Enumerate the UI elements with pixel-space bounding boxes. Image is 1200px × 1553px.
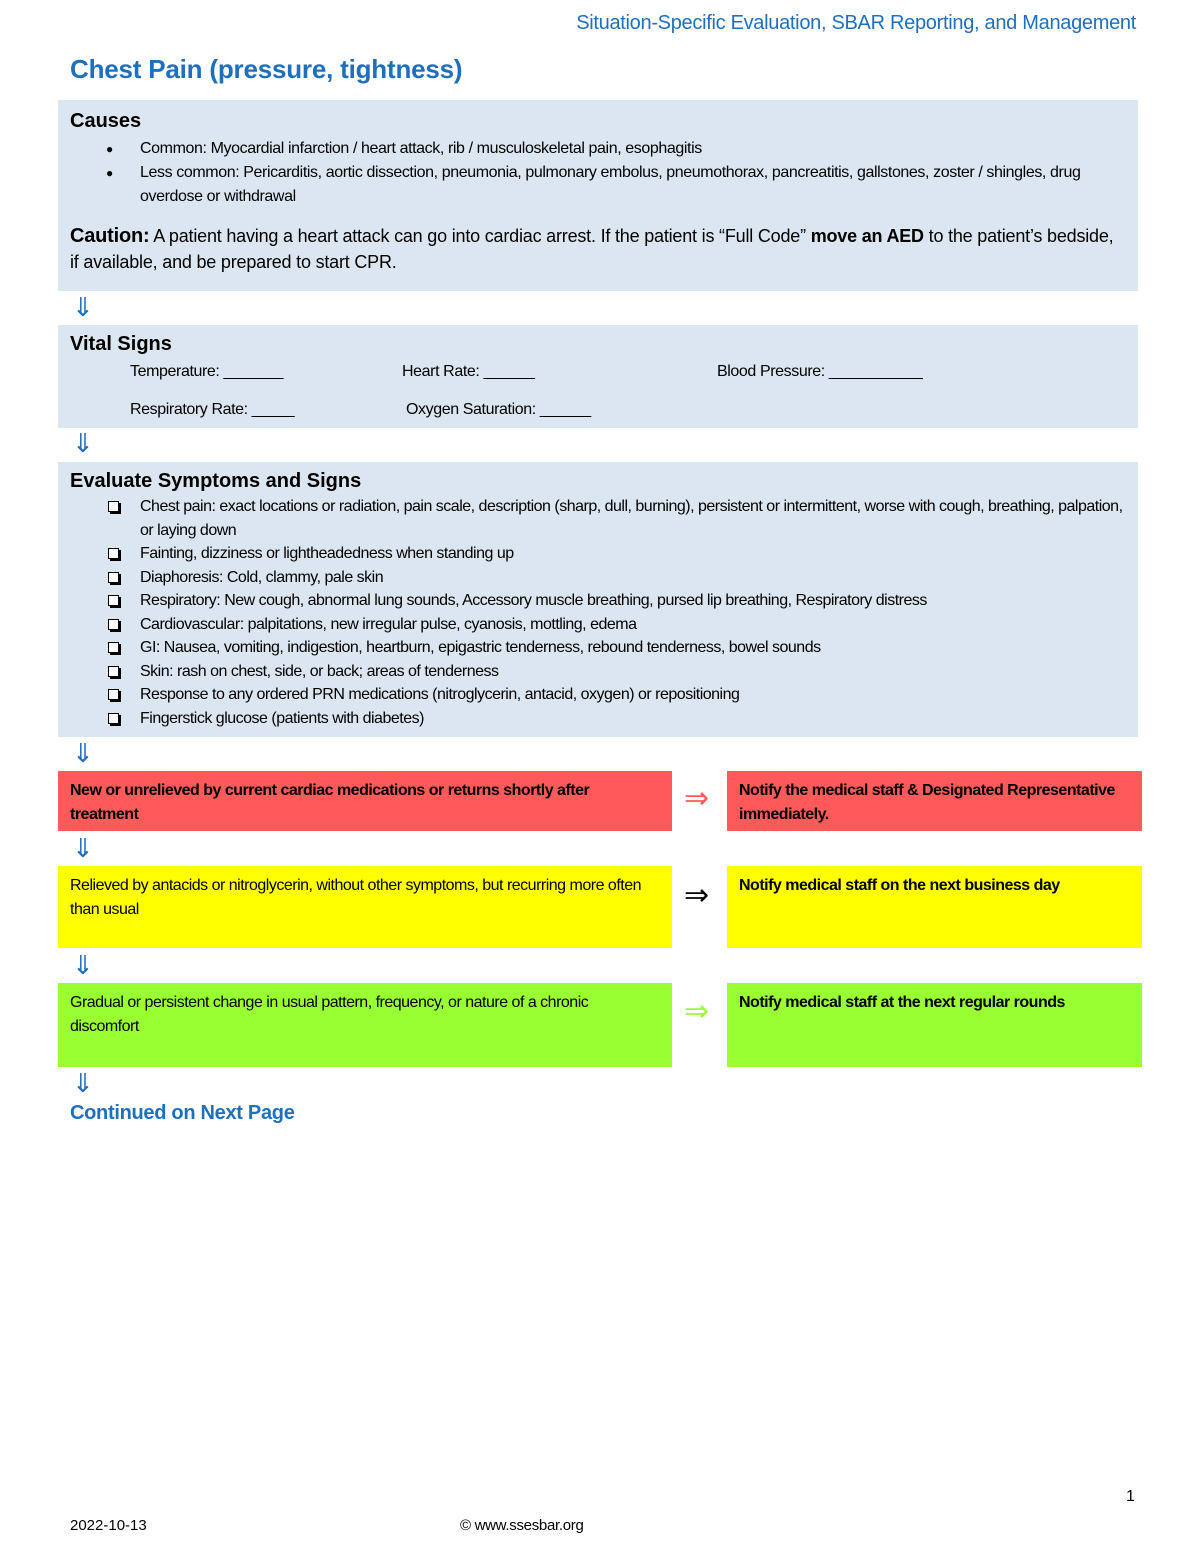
evaluate-heading: Evaluate Symptoms and Signs	[70, 470, 362, 492]
checkbox-icon	[108, 689, 119, 700]
routine-action: Notify medical staff at the next regular rounds	[727, 983, 1142, 1067]
right-arrow-icon: ⇒	[684, 995, 710, 1028]
urgent-condition: New or unrelieved by current cardiac medications or returns shortly after treatment	[58, 771, 672, 831]
right-arrow-icon: ⇒	[684, 879, 710, 912]
next-day-action: Notify medical staff on the next business day	[727, 866, 1142, 948]
evaluate-section	[58, 462, 1138, 737]
continued-link: Continued on Next Page	[70, 1102, 295, 1124]
checkbox-icon	[108, 619, 119, 630]
respiratory-rate-field: Respiratory Rate: _____	[130, 401, 295, 418]
document-subtitle: Situation-Specific Evaluation, SBAR Reporting, and Management	[576, 12, 1136, 34]
checkbox-icon	[108, 595, 119, 606]
next-day-condition: Relieved by antacids or nitroglycerin, without other symptoms, but recurring more often than usual	[58, 866, 672, 948]
bullet-icon: ●	[106, 142, 113, 156]
checkbox-icon	[108, 666, 119, 677]
temperature-field: Temperature: _______	[130, 363, 284, 380]
checkbox-icon	[108, 501, 119, 512]
checkbox-icon	[108, 642, 119, 653]
down-arrow-icon: ⇓	[72, 292, 94, 322]
list-item: Fingerstick glucose (patients with diabetes)	[70, 707, 1126, 731]
footer-date: 2022-10-13	[70, 1517, 147, 1534]
vital-signs-heading: Vital Signs	[70, 333, 172, 355]
causes-heading: Causes	[70, 110, 142, 132]
list-item: Diaphoresis: Cold, clammy, pale skin	[70, 566, 1126, 590]
down-arrow-icon: ⇓	[72, 1068, 94, 1098]
checkbox-icon	[108, 572, 119, 583]
heart-rate-field: Heart Rate: ______	[402, 363, 535, 380]
checkbox-icon	[108, 713, 119, 724]
caution-label: Caution:	[70, 225, 150, 247]
caution-emphasis: move an AED	[810, 226, 924, 246]
oxygen-saturation-field: Oxygen Saturation: ______	[406, 401, 591, 418]
list-item: GI: Nausea, vomiting, indigestion, heartburn, epigastric tenderness, rebound tenderness, bowel sounds	[70, 636, 1126, 660]
vital-signs-section	[58, 325, 1138, 428]
down-arrow-icon: ⇓	[72, 738, 94, 768]
list-item: Cardiovascular: palpitations, new irregular pulse, cyanosis, mottling, edema	[70, 613, 1126, 637]
bullet-icon: ●	[106, 166, 113, 180]
page-title: Chest Pain (pressure, tightness)	[70, 54, 463, 84]
right-arrow-icon: ⇒	[684, 782, 710, 815]
causes-section	[58, 100, 1138, 291]
urgent-action: Notify the medical staff & Designated Representative immediately.	[727, 771, 1142, 831]
page-number: 1	[1126, 1488, 1135, 1505]
symptom-checklist	[70, 495, 1126, 730]
caution-note: Caution: A patient having a heart attack can go into cardiac arrest. If the patient is “Full Code” move an AED to the patient’s bedside, if available, and be prepared to start CPR.	[70, 225, 1114, 272]
list-item: Response to any ordered PRN medications (nitroglycerin, antacid, oxygen) or repositioning	[70, 683, 1126, 707]
list-item: Respiratory: New cough, abnormal lung sounds, Accessory muscle breathing, pursed lip breathing, Respiratory distress	[70, 589, 1126, 613]
list-item: ● Common: Myocardial infarction / heart attack, rib / musculoskeletal pain, esophagitis	[70, 137, 1126, 161]
list-item: Chest pain: exact locations or radiation, pain scale, description (sharp, dull, burning), persistent or intermittent, worse with cough, breathing, palpation, or laying down	[70, 495, 1126, 542]
list-item: ● Less common: Pericarditis, aortic dissection, pneumonia, pulmonary embolus, pneumothorax, pancreatitis, gallstones, zoster / shingles, drug overdose or withdrawal	[70, 161, 1126, 209]
list-item: Skin: rash on chest, side, or back; areas of tenderness	[70, 660, 1126, 684]
down-arrow-icon: ⇓	[72, 428, 94, 458]
down-arrow-icon: ⇓	[72, 950, 94, 980]
footer-copyright: © www.ssesbar.org	[460, 1517, 584, 1534]
routine-condition: Gradual or persistent change in usual pattern, frequency, or nature of a chronic discomfort	[58, 983, 672, 1067]
causes-list	[70, 137, 1126, 209]
list-item: Fainting, dizziness or lightheadedness when standing up	[70, 542, 1126, 566]
blood-pressure-field: Blood Pressure: ___________	[717, 363, 923, 380]
checkbox-icon	[108, 548, 119, 559]
down-arrow-icon: ⇓	[72, 833, 94, 863]
